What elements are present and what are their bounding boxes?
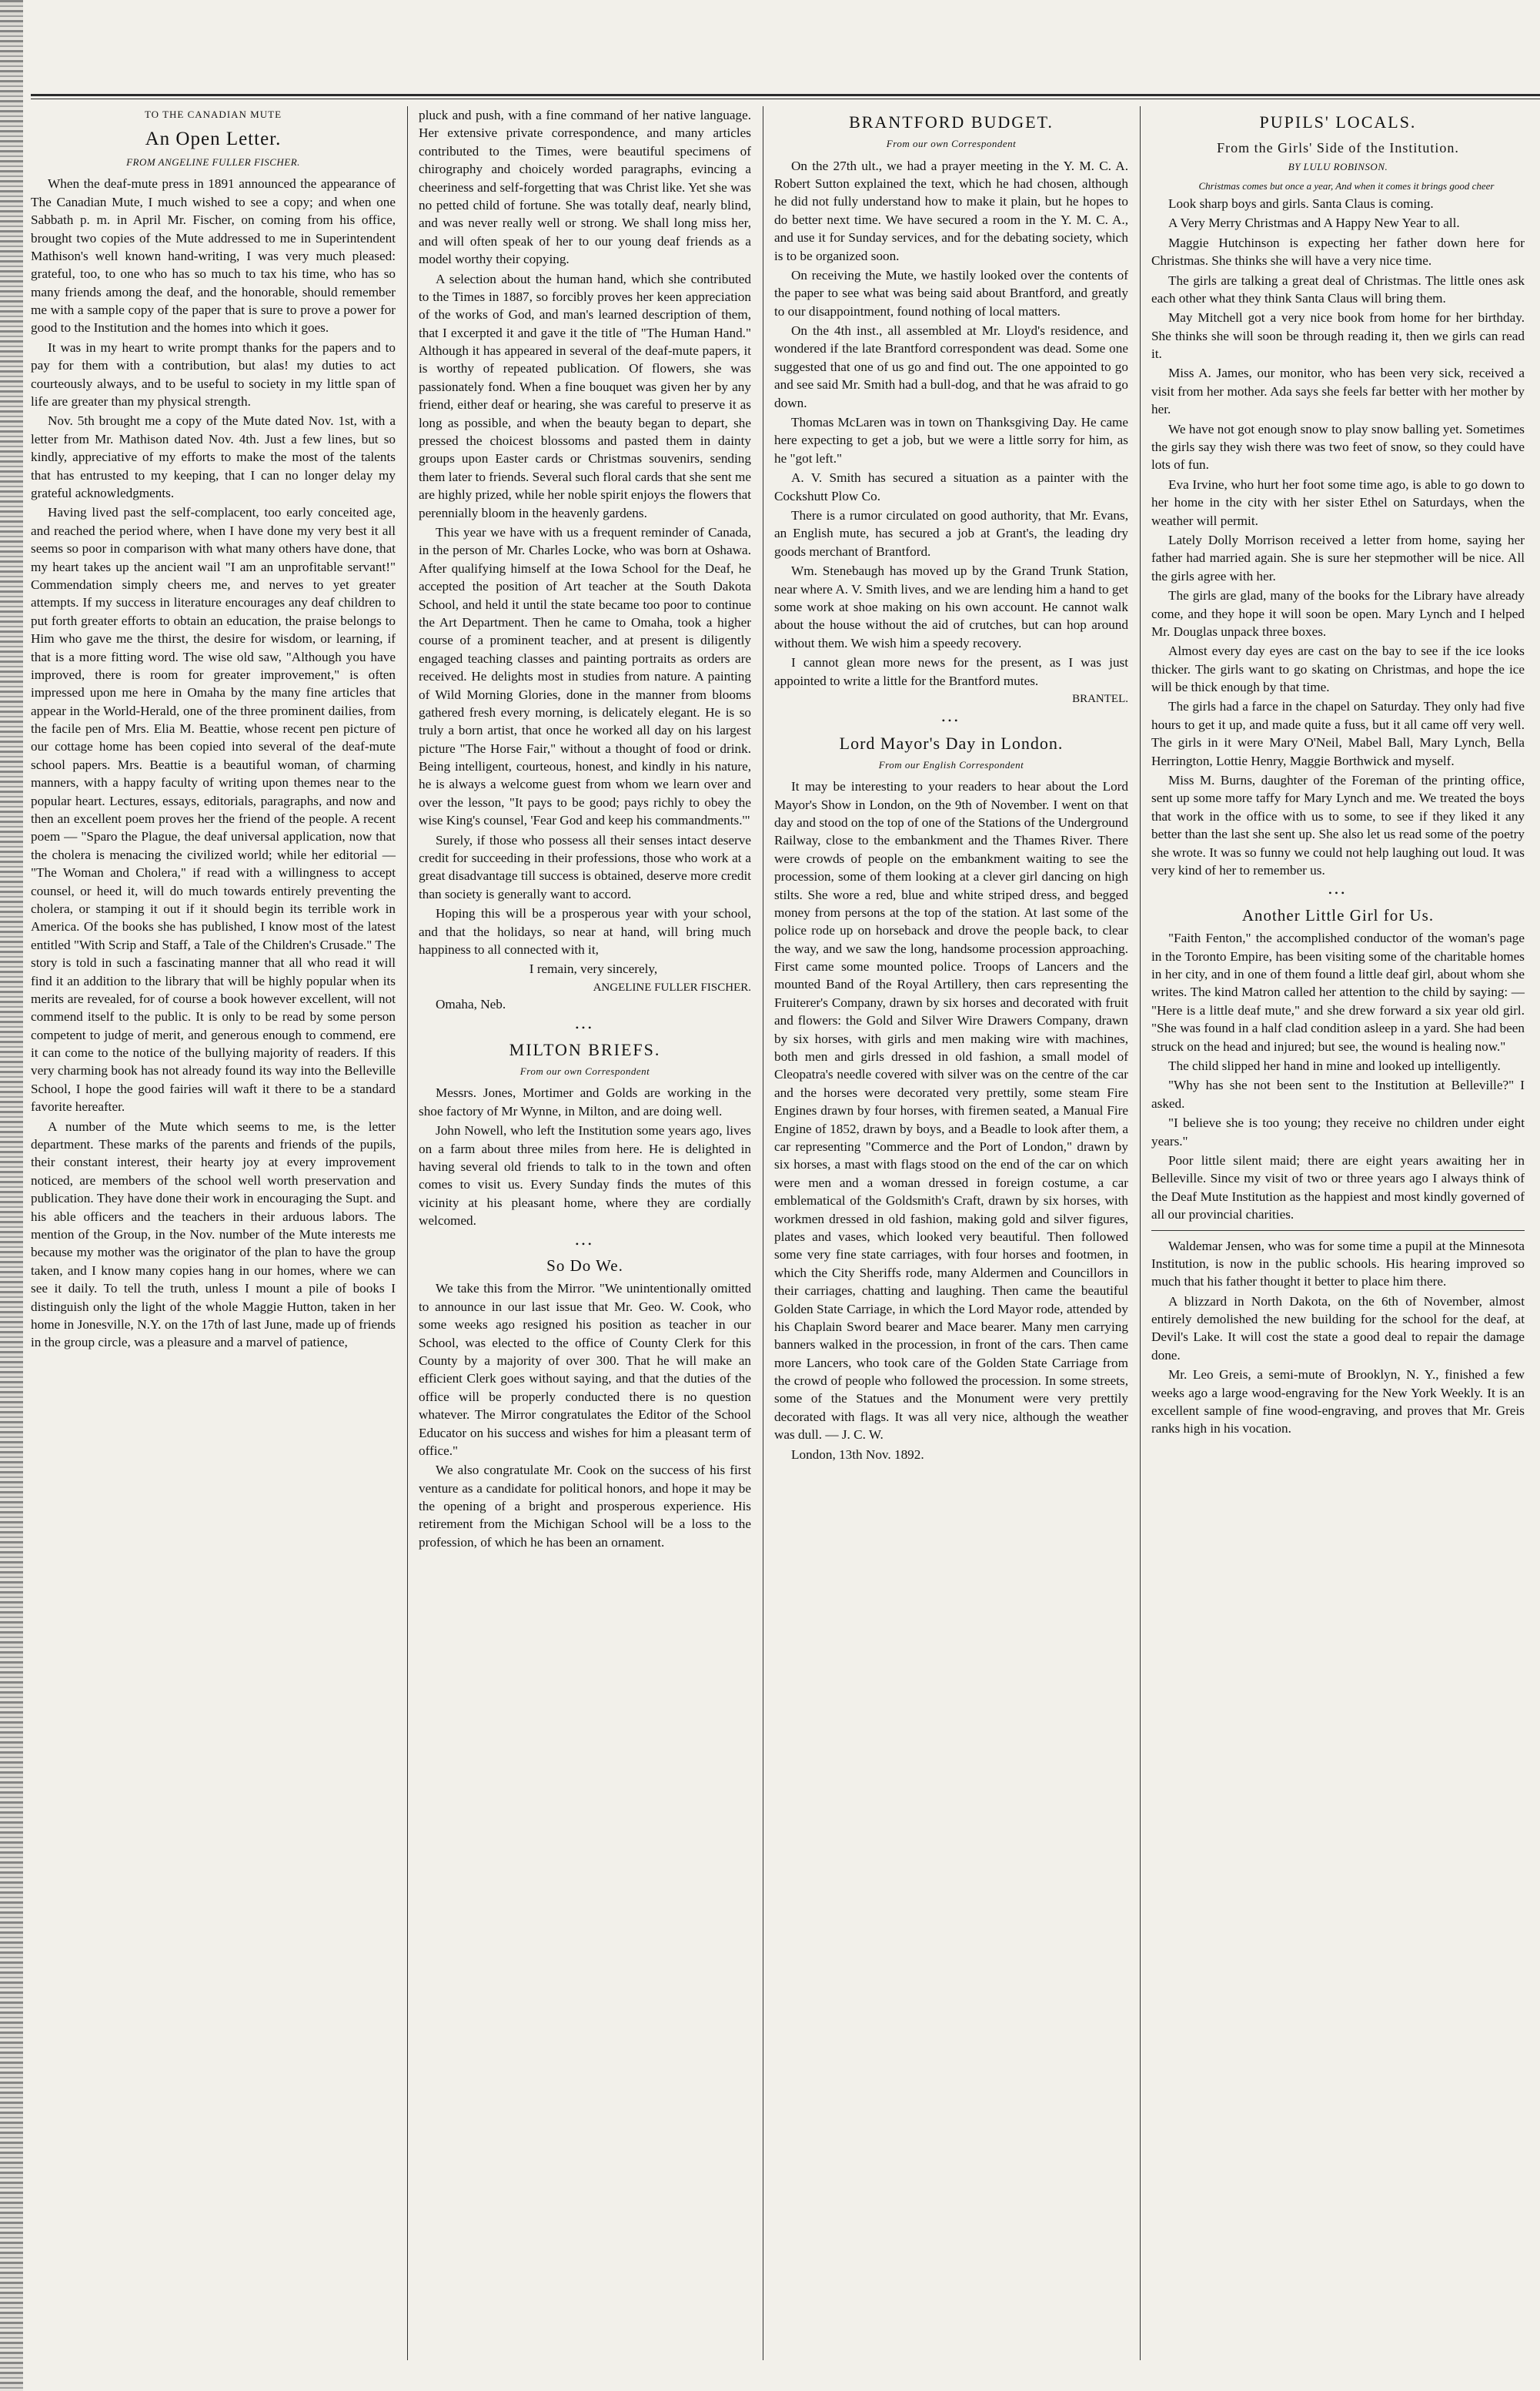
column-3: [767, 106, 1136, 2383]
paragraph: Miss M. Burns, daughter of the Foreman of the printing office, sent up some more taffy for Mary Lynch and me. We treated the boys that work in the office with us to some, to see if they liked it any better than the last she sent up. She also let us read some of the poetry she wrote. It was so funny we could not help laughing out loud. It was very kind of her to remember us.: [1151, 773, 1525, 878]
paragraph: A selection about the human hand, which she contributed to the Times in 1887, so forcibly proves her keen appreciation of the works of God, and man's learned description of them, that I excerpted it and gave it the title of "The Human Hand." Although it has appeared in several of the deaf-mute papers, it is worthy of repeated publication. Of flowers, she was passionately fond. When a fine bouquet was given her by any friend, either deaf or hearing, she was careful to preserve it as long as possible, and when the beauty began to depart, she pressed the choicest blossoms and pasted them in dainty groups upon Easter cards or Christmas souvenirs, sending them later to friends. Several such floral cards that she sent me are highly prized, while her noble spirit enjoys the flowers that perennially bloom in the heavenly gardens.: [419, 271, 751, 520]
paragraph: May Mitchell got a very nice book from home for her birthday. She thinks she will soon be through reading it, then we girls can read it.: [1151, 310, 1525, 362]
article-byline: BY LULU ROBINSON.: [1288, 161, 1388, 173]
paragraph: John Nowell, who left the Institution some years ago, lives on a farm about three miles from here. He is delighted in having several old friends to talk to in the town and often comes to visit us. Every Sunday finds the mutes of this vicinity at his pleasant home, where they are cordially welcomed.: [419, 1123, 751, 1229]
article-subtitle: From the Girls' Side of the Institution.: [1217, 139, 1459, 155]
paragraph: Eva Irvine, who hurt her foot some time ago, is able to go down to her home in the city with her sister Ethel on Saturdays, when the weather will permit.: [1151, 477, 1525, 528]
paragraph: It was in my heart to write prompt thanks for the papers and to pay for them with a contribution, but alas! my duties to act courteously always, and to be useful to society in my little span of life are greater than my physical strength.: [31, 339, 396, 410]
paragraph: Mr. Leo Greis, a semi-mute of Brooklyn, N. Y., finished a few weeks ago a large wood-engraving for the New York Weekly. It is an excellent sample of fine wood-engraving, and proves that Mr. Greis ranks high in his vocation.: [1151, 1367, 1525, 1436]
paragraph: "Why has she not been sent to the Institution at Belleville?" I asked.: [1151, 1078, 1525, 1111]
article-byline: From our own Correspondent: [519, 1065, 650, 1077]
paragraph: Lately Dolly Morrison received a letter from home, saying her father had married again. She is sure her stepmother will be nice. All the girls agree with her.: [1151, 532, 1525, 584]
signature: BRANTEL.: [1072, 692, 1128, 705]
separator: •••: [941, 715, 961, 727]
column-rule: [1140, 106, 1141, 2360]
article-byline: From our English Correspondent: [878, 758, 1024, 771]
paragraph: Thomas McLaren was in town on Thanksgiving Day. He came here expecting to get a job, but we were a little sorry for him, as he "got left.": [774, 415, 1128, 466]
paragraph: A Very Merry Christmas and A Happy New Year to all.: [1168, 216, 1460, 231]
dateline: London, 13th Nov. 1892.: [791, 1446, 924, 1462]
paragraph: A blizzard in North Dakota, on the 6th of November, almost entirely demolished the new building for the school for the deaf, at Devil's Lake. It will cost the state a good deal to repair the damage done.: [1151, 1293, 1525, 1363]
article-title: MILTON BRIEFS.: [509, 1039, 661, 1059]
paragraph: A number of the Mute which seems to me, is the letter department. These marks of the parents and friends of the pupils, their constant interest, their hearty joy at every improvement noticed, are members of the school well worth preservation and publication. They have done their work in encouraging the Supt. and his able officers and the teachers in their arduous labors. The mention of the Group, in the Nov. number of the Mute interests me because my mother was the originator of the plan to have the group taken, and I know many copies hang in our homes, where we can see it daily. To tell the truth, unless I mount a pile of books I distinguish only the light of the whole Maggie Hutton, taken in her home in Jonesville, N.Y. on the 17th of last June, made up of friends in the group circle, was a pleasure and a marvel of patience,: [31, 1119, 396, 1350]
paragraph: "I believe she is too young; they receive no children under eight years.": [1151, 1115, 1525, 1149]
paragraph: The girls are glad, many of the books for the Library have already come, and they hope it will soon be open. Mary Lynch and I helped Mr. Douglas unpack three boxes.: [1151, 588, 1525, 639]
paragraph: On the 4th inst., all assembled at Mr. Lloyd's residence, and wondered if the late Brantford correspondent was dead. Some one suggested that one of us go and find out. The one appointed to go and see said Mr. Smith had a bull-dog, and that he was afraid to go down.: [774, 323, 1128, 410]
column-rule: [407, 106, 408, 2360]
paragraph: We have not got enough snow to play snow balling yet. Sometimes the girls say they wish there was two feet of snow, so they could have lots of fun.: [1151, 421, 1525, 473]
closing: I remain, very sincerely,: [529, 961, 658, 977]
paragraph: Miss A. James, our monitor, who has been very sick, received a visit from her mother. Ada says she feels far better with her mother by her.: [1151, 366, 1525, 417]
paragraph: Almost every day eyes are cast on the bay to see if the ice looks thicker. The girls want to go skating on Christmas, and hope the ice will be thick enough by that time.: [1151, 644, 1525, 695]
column-1: [28, 106, 403, 2383]
article-title: So Do We.: [546, 1256, 623, 1275]
verse: Christmas comes but once a year, And when it comes it brings good cheer: [1198, 180, 1495, 192]
article-byline: FROM ANGELINE FULLER FISCHER.: [126, 155, 300, 168]
column-4: [1144, 106, 1532, 2383]
paragraph: I cannot glean more news for the present, as I was just appointed to write a little for the Brantford mutes.: [774, 655, 1128, 688]
paragraph: On the 27th ult., we had a prayer meeting in the Y. M. C. A. Robert Sutton explained the text, which he had chosen, although he did not fully understand how to make it plain, but he hopes to do better next time. We have secured a room in the Y. M. C. A., and use it for Sunday services, and for the debating society, which is to be organized soon.: [774, 158, 1128, 263]
paragraph: We also congratulate Mr. Cook on the success of his first venture as a candidate for political honors, and hope it may be the opening of a bright and prosperous experience. His retirement from the Michigan School will be a loss to the profession, of which he has been an ornament.: [419, 1463, 751, 1550]
article-kicker: TO THE CANADIAN MUTE: [144, 109, 282, 120]
article-title: PUPILS' LOCALS.: [1259, 112, 1417, 132]
separator: •••: [575, 1022, 595, 1033]
paragraph: This year we have with us a frequent reminder of Canada, in the person of Mr. Charles Locke, who was born at Oshawa. After qualifying himself at the Iowa School for the Deaf, he accepted the position of Art teacher at the South Dakota School, and held it until the state became too poor to continue the Art Department. Then he came to Omaha, took a higher course of a prominent teacher, and at present is diligently engaged teaching classes and painting portraits as orders are received. He delights most in studies from nature. A painting of Wild Morning Glories, done in the manner from blooms gathered fresh every morning, is delicately elegant. He is so truly a born artist, that once he worked all day on his largest picture "The Horse Fair," without a thought of food or drink. Being intelligent, courteous, honest, and kindly in his nature, he is always a welcome guest from whom we learn over and over the lesson, "It pays to be good; pays richly to obey the wise King's counsel, 'Fear God and keep his commandments.'": [419, 524, 751, 828]
column-2: [411, 106, 759, 2383]
paragraph: We take this from the Mirror. "We unintentionally omitted to announce in our last issue that Mr. Geo. W. Cook, who some weeks ago resigned his position as teacher in our School, was elected to the office of County Clerk for this County by a majority of over 300. That he will make an efficient Clerk goes without saying, and that the duties of the office will be properly conducted there is no question whatever. The Mirror congratulates the Editor of the School Educator on his success and wishes for him a pleasant term of office.": [419, 1281, 751, 1458]
paragraph: The girls are talking a great deal of Christmas. The little ones ask each other what they think Santa Claus will bring them.: [1151, 273, 1525, 306]
article-title: An Open Letter.: [145, 128, 282, 149]
paragraph: Wm. Stenebaugh has moved up by the Grand Trunk Station, near where A. V. Smith lives, and we are lending him a hand to get some work at shoe making on his own account. He cannot walk about the house without the aid of crutches, but can hop around without them. We wish him a speedy recovery.: [774, 563, 1128, 650]
paragraph: Messrs. Jones, Mortimer and Golds are working in the shoe factory of Mr Wynne, in Milton, and are doing well.: [419, 1085, 751, 1119]
article-title: Another Little Girl for Us.: [1241, 905, 1435, 925]
paragraph: The girls had a farce in the chapel on Saturday. They only had five hours to get it up, and made quite a fuss, but it all came off very well. The girls in it were Mary O'Neil, Mabel Ball, Mary Lynch, Bella Herrington, Lottie Henry, Maggie Borthwick and myself.: [1151, 699, 1525, 768]
paragraph: Having lived past the self-complacent, too early conceited age, and reached the period where, when I have done my very best it all seems so poor in comparison with what many others have done, that my heart takes up the ancient wail "I am an unprofitable servant!" Commendation simply cheers me, and nerves to yet greater attempts. If my success in literature encourages any deaf children to put forth greater efforts to obtain an education, the praise belongs to Him who gave me the thirst, the desire for wisdom, or learning, if that is a more fitting word. The wise old saw, "Although you have improved, there is room for greater improvement," is often impressed upon me here in Omaha by the many fine articles that appear in the World-Herald, one of the three prominent dailies, from the facile pen of Mrs. Elia M. Beattie, whose recent pen picture of our cottage home has been copied into several of the deaf-mute school papers. Mrs. Beattie is a beautiful woman, of charming manners, with a happy faculty of writing upon themes near to the popular heart. Lectures, essays, editorials, paragraphs, and now and then an excellent poem proves her the friend of the people. A recent poem — "Sparo the Plague, the deaf universal application, now that the cholera is menacing the civilized world; while her editorial — "The Woman and Cholera," if read with a willingness to accept counsel, or heed it, will do much towards entirely preventing the cholera, or stamping it out if it should begin its terrible work in America. Of the books she has published, I know most of the latest entitled "With Scrip and Staff, a Tale of the Children's Crusade." The story is told in such a fascinating manner that all who read it will find it an addition to the library that will be highly popular when its merits are revealed, for of course a book however excellent, will not commend itself to the public. It is only to be read by some person competent to judge of merit, and generous enough to commend, ere it can come to the notice of the bullying majority of readers. If this very charming book has not already found its way into the Belleville School, I hope the good fairies will waft it there to be a standard favorite hereafter.: [31, 505, 396, 1115]
paragraph: pluck and push, with a fine command of her native language. Her extensive private correspondence, and many articles contributed to the Times, were beautiful specimens of chirography and choicely worded paragraphs, evincing a cheeriness and self-forgetting that was Christ like. Yet she was no petted child of fortune. She was totally deaf, nearly blind, and was never really well or strong. We shall long miss her, and will often speak of her to our young deaf friends as a model worthy their copying.: [419, 108, 751, 267]
signature: ANGELINE FULLER FISCHER.: [593, 981, 751, 994]
separator: •••: [575, 1238, 595, 1249]
paragraph: "Faith Fenton," the accomplished conductor of the woman's page in the Toronto Empire, has been visiting some of the charitable homes in her city, and in one of them found a little deaf girl, about whom she writes. The kind Matron called her attention to the child by saying: — "Here is a little deaf mute," and she drew forward a six year old girl. "She was found in a half clad condition asleep in a yard. She had been struck on the head and injured; but see, the wound is healing now.": [1151, 931, 1525, 1054]
paragraph: Maggie Hutchinson is expecting her father down here for Christmas. She thinks she will have a very nice time.: [1151, 235, 1525, 269]
paragraph: When the deaf-mute press in 1891 announced the appearance of The Canadian Mute, I much wished to see a copy; and when one Sabbath p. m. in April Mr. Fischer, on coming from his office, brought two copies of the Mute addressed to me in Superintendent Mathison's well known hand-writing, I was very much pleased: grateful, too, to one who has so much to tax his time, who has so many friends among the deaf, and the honorable, should remember me with a sample copy of the paper that is sure to prove a power for good to the Institution and the homes into which it goes.: [31, 176, 396, 336]
paragraph: Nov. 5th brought me a copy of the Mute dated Nov. 1st, with a letter from Mr. Mathison dated Nov. 4th. Just a few lines, but so kindly, appreciative of my efforts to make the most of the talents that has entrusted to my keeping, that I can no longer delay my grateful acknowledgments.: [31, 413, 396, 500]
paragraph: Poor little silent maid; there are eight years awaiting her in Belleville. Since my visit of two or three years ago I always think of the Deaf Mute Institution as the happiest and most kindly governed of all our provincial charities.: [1151, 1152, 1525, 1222]
place: Omaha, Neb.: [436, 997, 506, 1012]
paragraph: Look sharp boys and girls. Santa Claus is coming.: [1168, 196, 1434, 211]
paragraph: The child slipped her hand in mine and looked up intelligently.: [1168, 1058, 1501, 1073]
separator: •••: [1328, 888, 1348, 899]
paragraph: There is a rumor circulated on good authority, that Mr. Evans, an English mute, has secured a job at Grant's, the leading dry goods merchant of Brantford.: [774, 508, 1128, 559]
paragraph: On receiving the Mute, we hastily looked over the contents of the paper to see what was being said about Brantford, and greatly to our disappointment, found nothing of local matters.: [774, 267, 1128, 319]
paragraph: It may be interesting to your readers to hear about the Lord Mayor's Show in London, on the 9th of November. I went on that day and stood on the top of one of the Stations of the Underground Railway, close to the embankment and the Thames River. There were crowds of people on the embankment waiting to see the procession, some of them looking at a clever girl dancing on high stilts. She wore a red, blue and white striped dress, and begged money from persons at the top of the station. At last some of the police rode up on horseback and drove the people back, to clear the way, and we saw the long, handsome procession approaching. First came some mounted police. Troops of Lancers and the mounted Band of the Royal Artillery, then cars representing the Fruiterer's Company, drawn by six horses and decorated with fruit and flowers: the Gold and Silver Wire Drawers Company, drawn by six horses, with girls and men making wire with machines, both men and girls dressed in old fashion, a small model of Cleopatra's needle covered with silver was on the centre of the car and the horses were decorated very prettily, some steam Fire Engines drawn by four horses, with firemen seated, a Manual Fire Engine of 1852, drawn by boys, and a Beadle to look after them, a car representing "Commerce and the Port of London," drawn by six horses, a mast with flags stood on the end of the car on which were men and a woman dressed in foreign costume, a car emblematical of the Goldsmith's Craft, drawn by six horses, with workmen dressed in old fashion, making gold and silver figures, plates and vases, which looked very beautiful. Then followed some very fine state carriages, with four horses and footmen, in which the City Sheriffs rode, many Aldermen and Councillors in their carriages, chatting and laughing. Then came the beautiful Golden State Carriage, in which the Lord Mayor rode, attended by his Chaplain Sword bearer and Mace bearer. Many men carrying banners walked in the procession, in front of the cars. Then came more Lancers, who took care of the Golden State Carriage from the crowd of people who followed the procession. In some streets, some of the Statues and the Monument were very prettily decorated with flags. It was all very nice, although the weather was dull. — J. C. W.: [774, 779, 1128, 1443]
divider: [1151, 1230, 1525, 1231]
article-title: Lord Mayor's Day in London.: [839, 733, 1064, 753]
article-title: BRANTFORD BUDGET.: [849, 112, 1054, 132]
top-rule: [31, 94, 1540, 96]
article-byline: From our own Correspondent: [886, 137, 1017, 149]
paragraph: Waldemar Jensen, who was for some time a pupil at the Minnesota Institution, is now in the public schools. His hearing improved so much that his father thought it better to place him there.: [1151, 1238, 1525, 1289]
paragraph: A. V. Smith has secured a situation as a painter with the Cockshutt Plow Co.: [774, 470, 1128, 503]
paragraph: Hoping this will be a prosperous year with your school, and that the holidays, so near at hand, will bring much happiness to all connected with it,: [419, 906, 751, 957]
paragraph: Surely, if those who possess all their senses intact deserve credit for succeeding in their professions, those who work at a great disadvantage till success is obtained, deserve more credit than society is generally want to accord.: [419, 832, 751, 901]
scan-edge: [0, 0, 23, 2391]
